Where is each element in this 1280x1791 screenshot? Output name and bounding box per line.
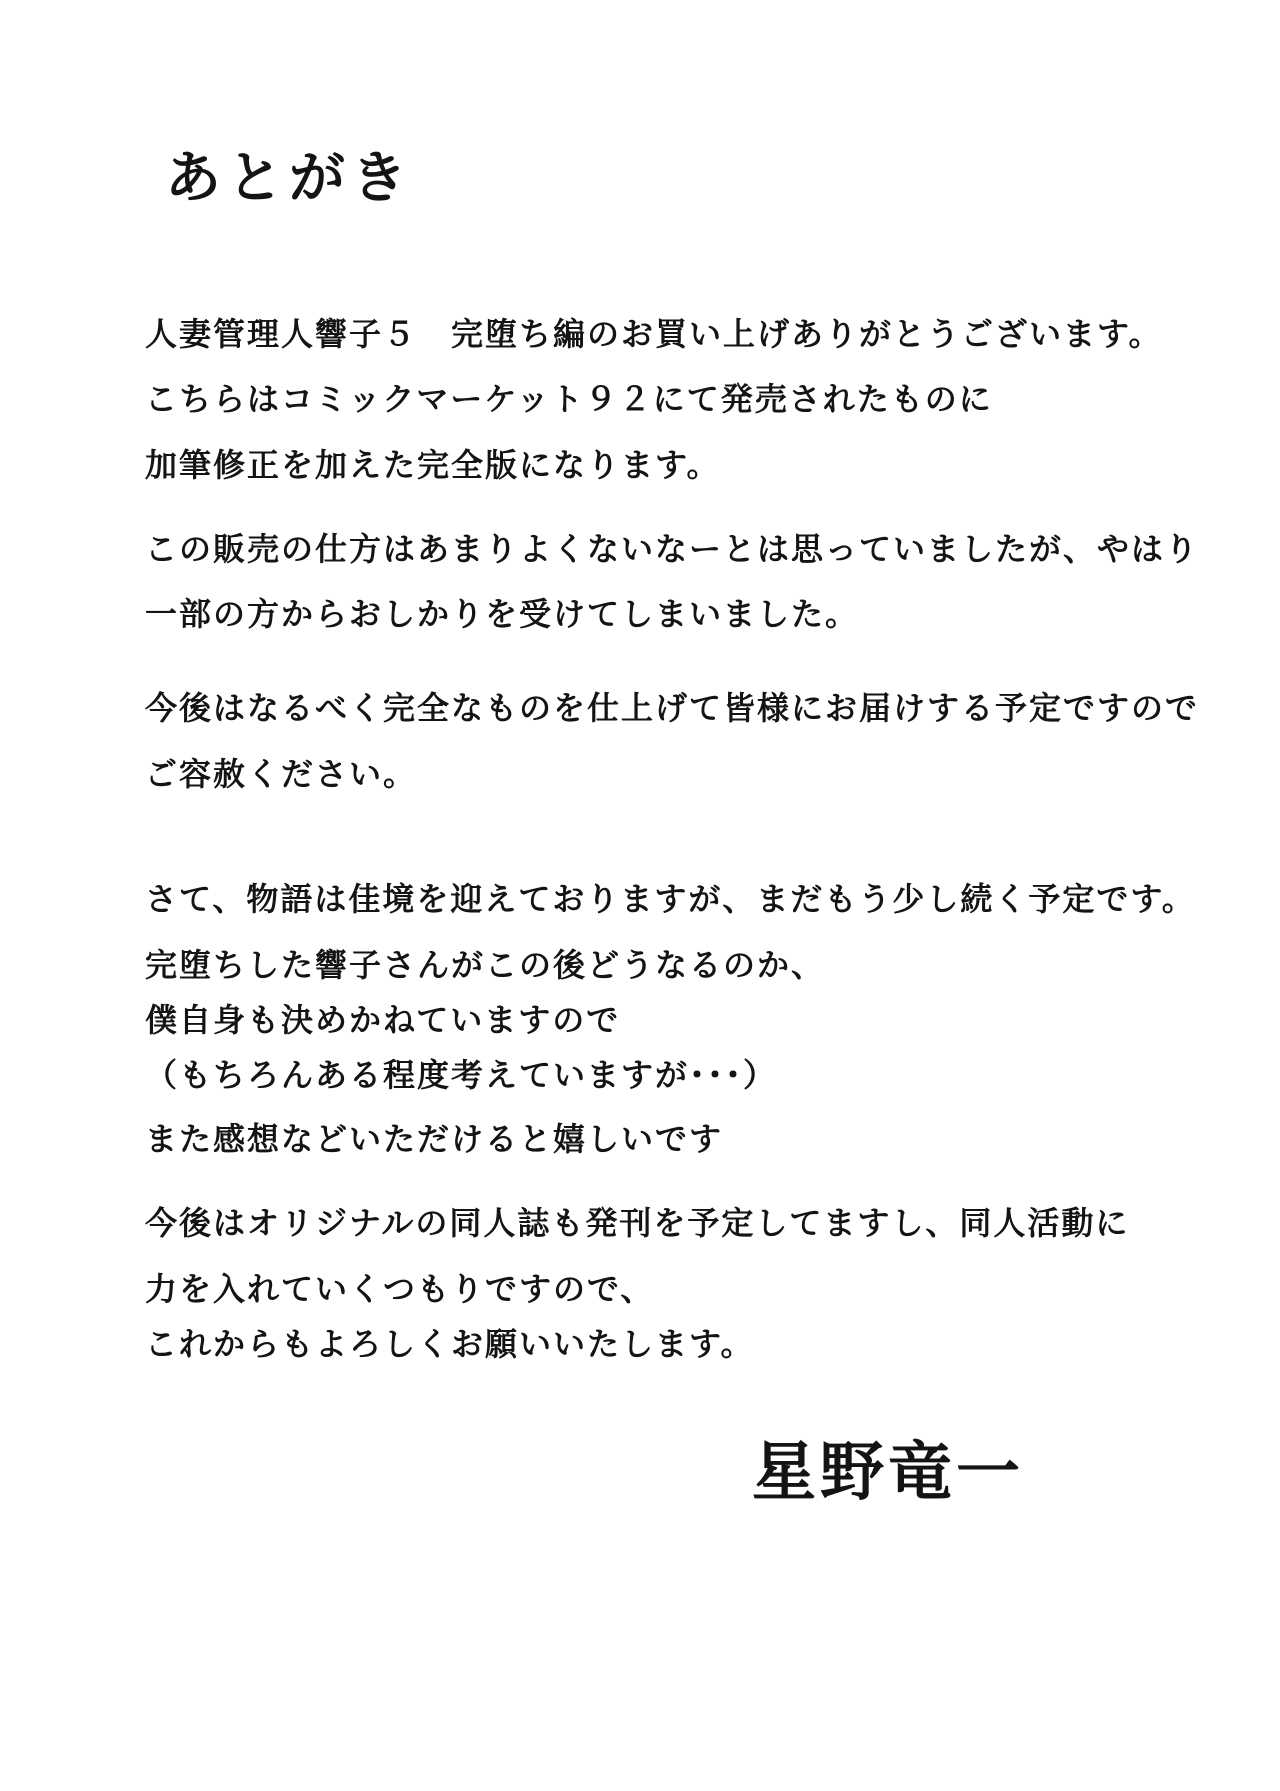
text-line: 完堕ちした響子さんがこの後どうなるのか、 bbox=[145, 946, 826, 984]
text-line: 今後はオリジナルの同人誌も発刊を予定してますし、同人活動に bbox=[145, 1204, 1130, 1242]
text-line: 今後はなるべく完全なものを仕上げて皆様にお届けする予定ですので bbox=[145, 689, 1200, 727]
text-line: 人妻管理人響子５ 完堕ち編のお買い上げありがとうございます。 bbox=[145, 315, 1163, 353]
page-title: あとがき bbox=[165, 145, 413, 211]
text-line: 力を入れていくつもりですので、 bbox=[145, 1270, 655, 1308]
text-line: 一部の方からおしかりを受けてしまいました。 bbox=[145, 595, 860, 633]
text-line: 僕自身も決めかねていますので bbox=[145, 1001, 621, 1039]
text-line: （もちろんある程度考えていますが･･･） bbox=[145, 1056, 778, 1094]
text-line: こちらはコミックマーケット９２にて発売されたものに bbox=[145, 380, 993, 418]
text-line: 加筆修正を加えた完全版になります。 bbox=[145, 446, 721, 484]
text-line: さて、物語は佳境を迎えておりますが、まだもう少し続く予定です。 bbox=[145, 880, 1196, 918]
text-line: この販売の仕方はあまりよくないなーとは思っていましたが、やはり bbox=[145, 530, 1200, 568]
text-line: ご容赦ください。 bbox=[145, 755, 418, 793]
author-signature: 星野竜一 bbox=[752, 1435, 1024, 1510]
text-line: これからもよろしくお願いいたします。 bbox=[145, 1325, 755, 1363]
text-line: また感想などいただけると嬉しいです bbox=[145, 1120, 724, 1158]
